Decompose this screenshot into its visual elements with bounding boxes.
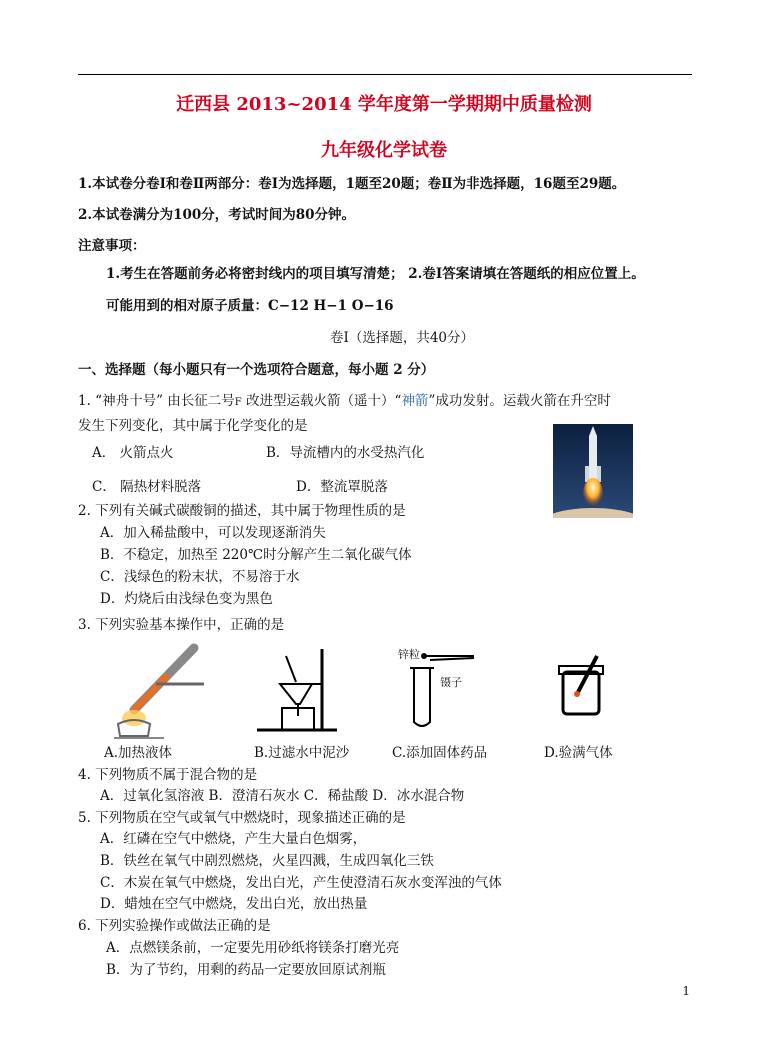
notice-1: 1.考生在答题前务必将密封线内的项目填写清楚； 2.卷Ⅰ答案请填在答题纸的相应位置上。	[106, 266, 645, 282]
q2-stem: 2. 下列有关碱式碳酸铜的描述，其中属于物理性质的是	[78, 503, 406, 519]
q5-option-c: C．木炭在氧气中燃烧，发出白光，产生使澄清石灰水变浑浊的气体	[100, 875, 502, 891]
q6-option-a: A．点燃镁条前，一定要先用砂纸将镁条打磨光亮	[106, 940, 400, 956]
q3-stem: 3. 下列实验基本操作中，正确的是	[78, 617, 285, 633]
section-heading: 一、选择题（每小题只有一个选项符合题意，每小题 2 分）	[78, 362, 435, 378]
q1-stem-part-b: 改进型运载火箭（遥十）“	[241, 393, 402, 409]
section-name: 卷Ⅰ（选择题，共40分）	[330, 330, 475, 346]
q6-option-b: B．为了节约，用剩的药品一定要放回原试剂瓶	[106, 962, 386, 978]
q1-stem-part-c: ”成功发射。运载火箭在升空时	[428, 393, 611, 409]
q1-stem-part-a: 1. “神舟十号” 由长征二号	[78, 393, 235, 409]
atomic-mass: 可能用到的相对原子质量：C−12 H−1 O−16	[106, 298, 394, 314]
gas-check-figure	[545, 650, 615, 722]
q4-stem: 4. 下列物质不属于混合物的是	[78, 767, 258, 783]
q1-stem-2: 发生下列变化，其中属于化学变化的是	[78, 418, 308, 434]
q5-option-a: A．红磷在空气中燃烧，产生大量白色烟雾，	[100, 831, 367, 847]
instruction-1: 1.本试卷分卷Ⅰ和卷Ⅱ两部分：卷Ⅰ为选择题，1题至20题；卷Ⅱ为非选择题，16题至29题。	[78, 176, 626, 192]
q2-option-a: A．加入稀盐酸中，可以发现逐渐消失	[100, 525, 326, 541]
header-rule	[78, 74, 692, 75]
q1-stem-f: F	[234, 397, 242, 408]
q1-stem	[78, 392, 611, 412]
tweezers-label: 镊子	[440, 676, 462, 689]
q1-option-d: D．整流罩脱落	[296, 479, 388, 495]
q2-option-d: D．灼烧后由浅绿色变为黑色	[100, 591, 273, 607]
q2-option-c: C．浅绿色的粉末状，不易溶于水	[100, 569, 300, 585]
heating-liquid-figure	[104, 640, 214, 740]
page-number: 1	[682, 984, 690, 998]
q5-option-b: B．铁丝在氧气中剧烈燃烧，火星四溅，生成四氧化三铁	[100, 853, 434, 869]
notice-title: 注意事项：	[78, 238, 146, 254]
instruction-2: 2.本试卷满分为100分，考试时间为80分钟。	[78, 207, 356, 223]
exam-subtitle: 九年级化学试卷	[321, 140, 447, 161]
q3-option-b: B.过滤水中泥沙	[254, 745, 350, 761]
q3-option-a: A.加热液体	[104, 745, 173, 761]
q5-stem: 5. 下列物质在空气或氧气中燃烧时，现象描述正确的是	[78, 810, 406, 826]
q1-option-b: B．导流槽内的水受热汽化	[266, 445, 425, 461]
q1-stem-blue: 神箭	[401, 393, 429, 409]
q4-options: A．过氧化氢溶液 B．澄清石灰水 C．稀盐酸 D．冰水混合物	[100, 788, 465, 804]
q3-option-d: D.验满气体	[544, 745, 613, 761]
q1-option-c: C． 隔热材料脱落	[92, 479, 202, 495]
q1-option-a: A． 火箭点火	[92, 445, 174, 461]
q6-stem: 6. 下列实验操作或做法正确的是	[78, 918, 271, 934]
q5-option-d: D．蜡烛在空气中燃烧，发出白光，放出热量	[100, 896, 368, 912]
q3-option-c: C.添加固体药品	[392, 745, 488, 761]
exam-title: 迁西县 2013~2014 学年度第一学期期中质量检测	[176, 94, 592, 115]
q2-option-b: B．不稳定，加热至 220℃时分解产生二氧化碳气体	[100, 547, 412, 563]
rocket-launch-image	[553, 424, 633, 518]
zinc-label: 锌粒	[398, 648, 420, 661]
filtration-figure	[252, 644, 342, 734]
